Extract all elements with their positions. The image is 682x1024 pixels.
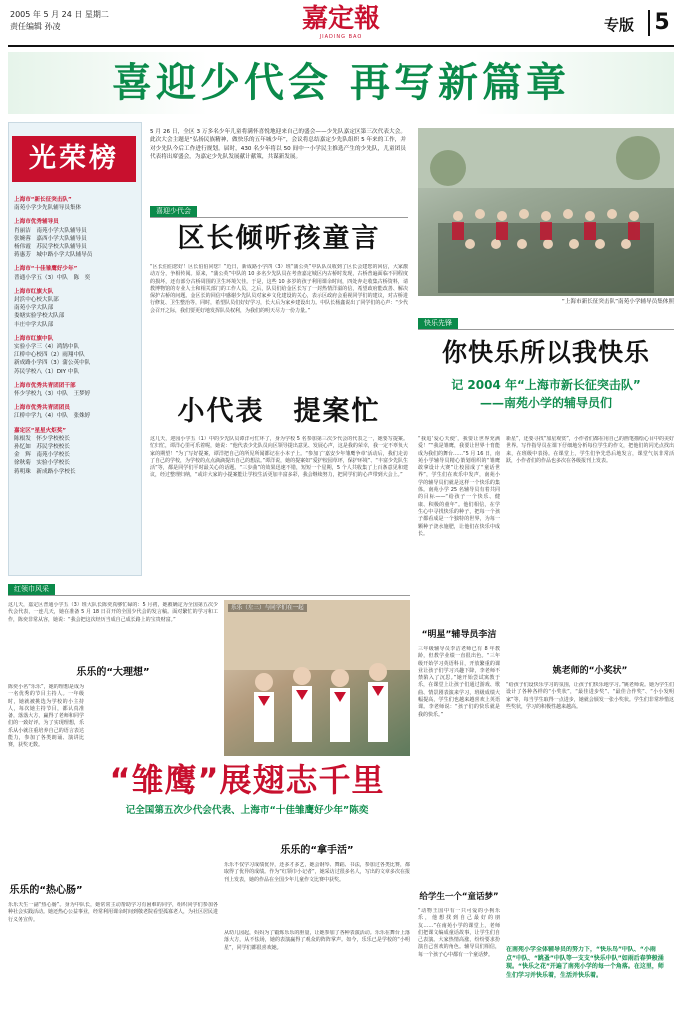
honor-group	[14, 265, 136, 281]
banner-title: 喜迎少代会 再写新篇章	[112, 60, 570, 106]
honor-line: 杨伟霞 苏民学校大队辅导员	[14, 244, 87, 251]
article2-title: 小代表 提案忙	[177, 396, 381, 427]
article1-body: “区长伯伯您好！区长伯伯同您！”近日，新成路小学四（3）班“蒲公英”中队队员收到了区长会建您的回信，大家激动万分，争相传阅。原来，“蒲公英”中队的 10 多名少先队员在考查嘉定城区内古桥时发现，古桥普遍面临不同程度的损坏，还有部分古桥周围的卫生环境欠佳。于是，这些 10 多岁的孩子利用课余时间，四处奔走收集古桥资料，请教博物馆的专业人士和相关部门的工作人员，之后，队员们给金区长写了一封热情洋溢的信，希望政府能改善、解决保护古桥的问题。金区长的回信中感谢少先队员对家乡文化建设的关心，表示区政府会重视同学们的建议，对古桥进行修复、卫生整治等，同时，希望队员们好好学习，长大后为家乡建设出力。中队长杨鑫说出了同学们的心声：“少代会召开之际，我们要更好地发挥队员权利，为我们的明天尽力一份力量。”	[150, 264, 408, 314]
honor-line: 南苑小学大队部	[14, 305, 54, 312]
honor-group-head: 上海市“十佳雏鹰好少年”	[14, 266, 78, 273]
article4-sub3: 乐乐的“拿手活”	[280, 845, 354, 856]
article3-subtitle2: ——南苑小学的辅导员们	[479, 396, 612, 410]
honor-group	[14, 218, 136, 259]
honor-group-head: 嘉定区“星星火炬奖”	[14, 427, 67, 434]
section-label: 专版	[604, 16, 635, 34]
article3-col4-sub: 姚老师的“小奖状”	[552, 666, 628, 676]
article3-subtitle1: 记 2004 年“上海市新长征突击队”	[451, 378, 641, 392]
header-date: 2005 年 5 月 24 日 星期二	[10, 10, 109, 19]
article3-col4b: “给孩子们设快乐学习的氛围，让孩子们快乐地学习。”姚老师说。她为学生们设计了各种各样的“小奖状”，“最佳进步奖”、“最佳合作奖”、“小小发明家”等，每当学生取得一点进步，她就会颁发一张小奖状。学生们非常珍惜这些奖状，学习的积极性越来越高。	[506, 682, 674, 710]
article3-col2-sub: “明星”辅导员李洁	[421, 630, 497, 640]
article3-col4: 新星”，还要寻找“加星观赏”，小作者们都在用自己的画笔描绘心目中的美好世界。写作指导员在课下仔细地分析每位学生的作文，把他们的闪光点找出来，在班级中表扬。在课堂上，学生们争先恐后地发言，课堂气氛非常活跃，小作者们的作品也多次在各级报刊上发表。	[506, 436, 674, 464]
article3-note: 在南苑小学全体辅导员的努力下，“快乐鸟”中队、“小雨点”中队、“跳蚤”中队等一支支“快乐中队”如雨后春笋般涌现。“快乐之花”开遍了南苑小学的每一个角落。在这里，师生们学习并快乐着，生活并快乐着。	[506, 946, 664, 979]
honor-line: 娄塘实验学校大队部	[14, 313, 65, 320]
honor-line: 苏民学校八（1）DIY 中队	[14, 368, 80, 375]
honor-title: 光荣榜	[12, 136, 136, 182]
honor-line: 南苑小学少先队辅导员集体	[14, 205, 82, 212]
article4-intro: 这几天，嘉定区普通小学五（3）班大队长陈奕真够忙碌的：5 月初，她被确定为全国第五次少代会代表，一连几天，她在准备 5 月 18 日召开的全国少代会的发言稿。面对繁忙的学习和工作，陈奕非常从容，她说：“我会把这次经历当成自己成长路上的宝贵财富。”	[8, 602, 218, 623]
article1-rule	[150, 217, 408, 218]
honor-group	[14, 427, 136, 476]
lele-photo-caption: 乐乐（左三）与同学们在一起	[228, 604, 307, 612]
group-photo	[418, 128, 674, 296]
header-rule	[8, 45, 674, 47]
honor-group	[14, 404, 136, 420]
honor-group-head: 上海市优秀共青团团员	[14, 405, 70, 412]
article3-col3-sub: 给学生一个“童话梦”	[419, 892, 499, 902]
honor-group	[14, 288, 136, 329]
honor-line: 普通小学五（3）中队 陈 奕	[14, 274, 91, 281]
article4-sub1: 乐乐的“大理想”	[76, 667, 150, 678]
lead-text: 5 月 26 日，全区 3 万多名少年儿童将满怀喜悦地迎来自己的盛会——少先队嘉定区第三次代表大会。此次大会主题是“弘扬民族精神，做快乐的五年城少年”，会议将总结嘉定少先队组织 5 年来的工作，并对少先队今后工作进行规划。届时，430 名少年将以 50 间中一小学民主推选产生的少先队，儿童团员代表将出席盛会，为嘉定少先队发展献计献策，共谋新发展。	[150, 129, 406, 161]
article1-title: 区长倾听孩童言	[177, 223, 381, 254]
article4-text2: 乐乐天生一副“热心肠”。身为中队长，她常常主动帮助学习有困难的同学，组织同学们参加各种社会实践活动。她还热心公益事业，经常利用课余时间到敬老院看望孤寡老人，为社区居民进行义务宣传。	[8, 902, 218, 923]
honor-group	[14, 335, 136, 376]
honor-group-head: 上海市优秀共青团团干部	[14, 382, 76, 389]
article3-col2: 三年级辅导员李洁老师已有 8 年教龄，但教学业绩一直很出色。“三年级开始学习英语科目，开放繁重的课业让孩子们学习兴趣下降，李老师不禁陷入了沉思。”她开始尝试寓教于乐，在课堂上让孩子们通过游戏、歌曲、情景剧表演来学习，班级成绩大幅提高，学生们也越来越喜欢上英语课。李老师说：“孩子们的快乐就是我的快乐。”	[418, 646, 500, 718]
honor-line: 新成路小学四（3）蒲公英中队	[14, 360, 91, 367]
article4-rule	[8, 595, 410, 596]
honor-line: 实验小学三（4）鸿鹄中队	[14, 344, 80, 351]
honor-line: 怀少学校九（3）中队 王梦婷	[14, 391, 91, 398]
article4-text3: 乐乐不仅学习成绩优异，还多才多艺，她会钢琴、舞蹈、书法，参加过各类比赛，都取得了优异的成绩。作为“红领巾小记者”，她采访过很多名人，写出的文章多次在报刊上发表，她的作品在全国少年儿童作文比赛中获奖。	[224, 862, 410, 883]
article4-title-big: “雏鹰”展翅志千里	[109, 761, 385, 799]
page-number: 5	[654, 10, 670, 35]
header-editor: 责任编辑 孙凌	[10, 22, 61, 31]
honor-line: 肖丽洁 南苑小学大队辅导员	[14, 227, 87, 234]
group-photo-caption: “上海市新长征突击队”南苑小学辅导员集体照	[561, 299, 674, 305]
masthead-subtitle: JIADING BAO	[319, 34, 363, 40]
honor-line: 金 辉 南苑小学校长	[14, 452, 70, 459]
honor-line: 蒋明珠 新成路小学校长	[14, 468, 76, 475]
honor-group-head: 上海市红旗中队	[14, 335, 54, 342]
honor-line: 封浜中心校大队部	[14, 297, 59, 304]
honor-line: 孙忆如 苏民学校校长	[14, 444, 70, 451]
article3-col3: “动物王国中有一只可爱的小狗乐乐，他想找到自己最好的朋友……”在南苑小学的课堂上，老师们把课文编成童话故事，让学生们自己表演。大家热情高涨，纷纷要求扮演自己喜欢的角色。辅导员们相信，每一个孩子心中都有一个童话梦。	[418, 908, 500, 958]
article4-text3b: 从幼儿园起，妈妈为了锻炼乐乐的胆量，让她参加了各种表演活动。乐乐在舞台上落落大方，从不怯场，她的表演赢得了观众的阵阵掌声。如今，乐乐已是学校的“小明星”，同学们都很喜欢她。	[224, 930, 410, 951]
masthead-title: 嘉定報	[301, 4, 380, 34]
honor-line: 陈根发 怀少学校校长	[14, 435, 70, 442]
honor-line: 徐秋菊 实验小学校长	[14, 460, 70, 467]
honor-group-head: 上海市红旗大队	[14, 288, 54, 295]
article3-col1: “我追‘爱心天使’，我要让世界充满爱！”“我是雏鹰，我要让世界十育能成为我们的舞台……”5 月 16 日，南苑小学辅导员精心策划组织的“雏鹰敢拿设计大赛”让校园成了“童话世界”，学生们在欢乐中发声，南苑小学的辅导员们就是这样一个快乐的集体。南苑小学 25 名辅导员有着共同的目标——“给孩子一个快乐、健康、积极的童年”。他们相信，在学生心中寻找快乐的种子，把每一个孩子都看成是一个独特的世界，为每一颗种子浇水施肥，让他们在快乐中成长。	[418, 436, 500, 537]
honor-list	[14, 196, 136, 476]
article3-rule	[418, 329, 674, 330]
honor-line: 张婉蓉 嘉西小学大队辅导员	[14, 235, 87, 242]
honor-group-head: 上海市优秀辅导员	[14, 219, 59, 226]
honor-line: 江桥中学九（4）中队 张姝婷	[14, 413, 91, 420]
honor-group	[14, 382, 136, 398]
honor-group-head: 上海市“新长征突击队”	[14, 197, 72, 203]
article3-tag: 快乐先锋	[418, 318, 458, 329]
lele-photo-figures	[224, 600, 410, 756]
article4-text1: 陈奕小名“乐乐”，她的理想是成为一名优秀的节目主持人。一年级时，她就被挑选为学校的小主持人，每次她主持节目，都认真准备，落落大方，赢得了老师和同学们的一致好评。为了实现理想，乐乐从小就注重培养自己的语言表达能力，参加了各类朗诵、演讲比赛，获奖无数。	[8, 684, 84, 749]
article2-body: 这几天，迎园小学五（1）中的少先队员谭洋可忙坏了，身为学校 5 名参加第三次少代会的代表之一，她要写提案。忙归忙，谭洋心里可乐着呢，她说：“他代表少先队员向区领导提出意见、发展心声，这是我的荣幸，我一定不辜负大家的期望！”为了写好提案，谭洋把自己的所见所闻都记在小本子上。“参加了‘嘉安少年雏鹰争章’活动后，我们走访了自己的学校，为学校的点点滴滴提出自己的想法。”谭洋说，她的提案如“爱护校园草坪，保护环境”、“丰富少先队生活”等，都是同学们平时最关心的话题。“三步曲”的效果迅速不错，短短一个星期，5 个人共收集了上百条意见和建议，经过整理归纳，“或许大家的小提案能让学校生活更加丰富多彩，我会继续努力，把同学们的心声带到大会上。”	[150, 436, 408, 479]
article4-title-sub: 记全国第五次少代会代表、上海市“十佳雏鹰好少年”陈奕	[125, 805, 369, 816]
honor-line: 丰庄中学大队部	[14, 321, 54, 328]
honor-group	[14, 196, 136, 212]
article4-sub2: 乐乐的“热心肠”	[9, 885, 83, 896]
group-photo-figures	[418, 128, 674, 296]
honor-line: 江桥中心校四（2）雨翔中队	[14, 352, 85, 359]
honor-line: 蒋惠芳 城中路小学大队辅导员	[14, 252, 93, 259]
page-number-box	[648, 10, 674, 36]
masthead-block	[278, 4, 404, 44]
article4-tag: 红领巾风采	[8, 584, 55, 595]
article1-tag: 喜迎少代会	[150, 206, 197, 217]
lele-photo	[224, 600, 410, 756]
article3-title: 你快乐所以我快乐	[441, 338, 650, 367]
